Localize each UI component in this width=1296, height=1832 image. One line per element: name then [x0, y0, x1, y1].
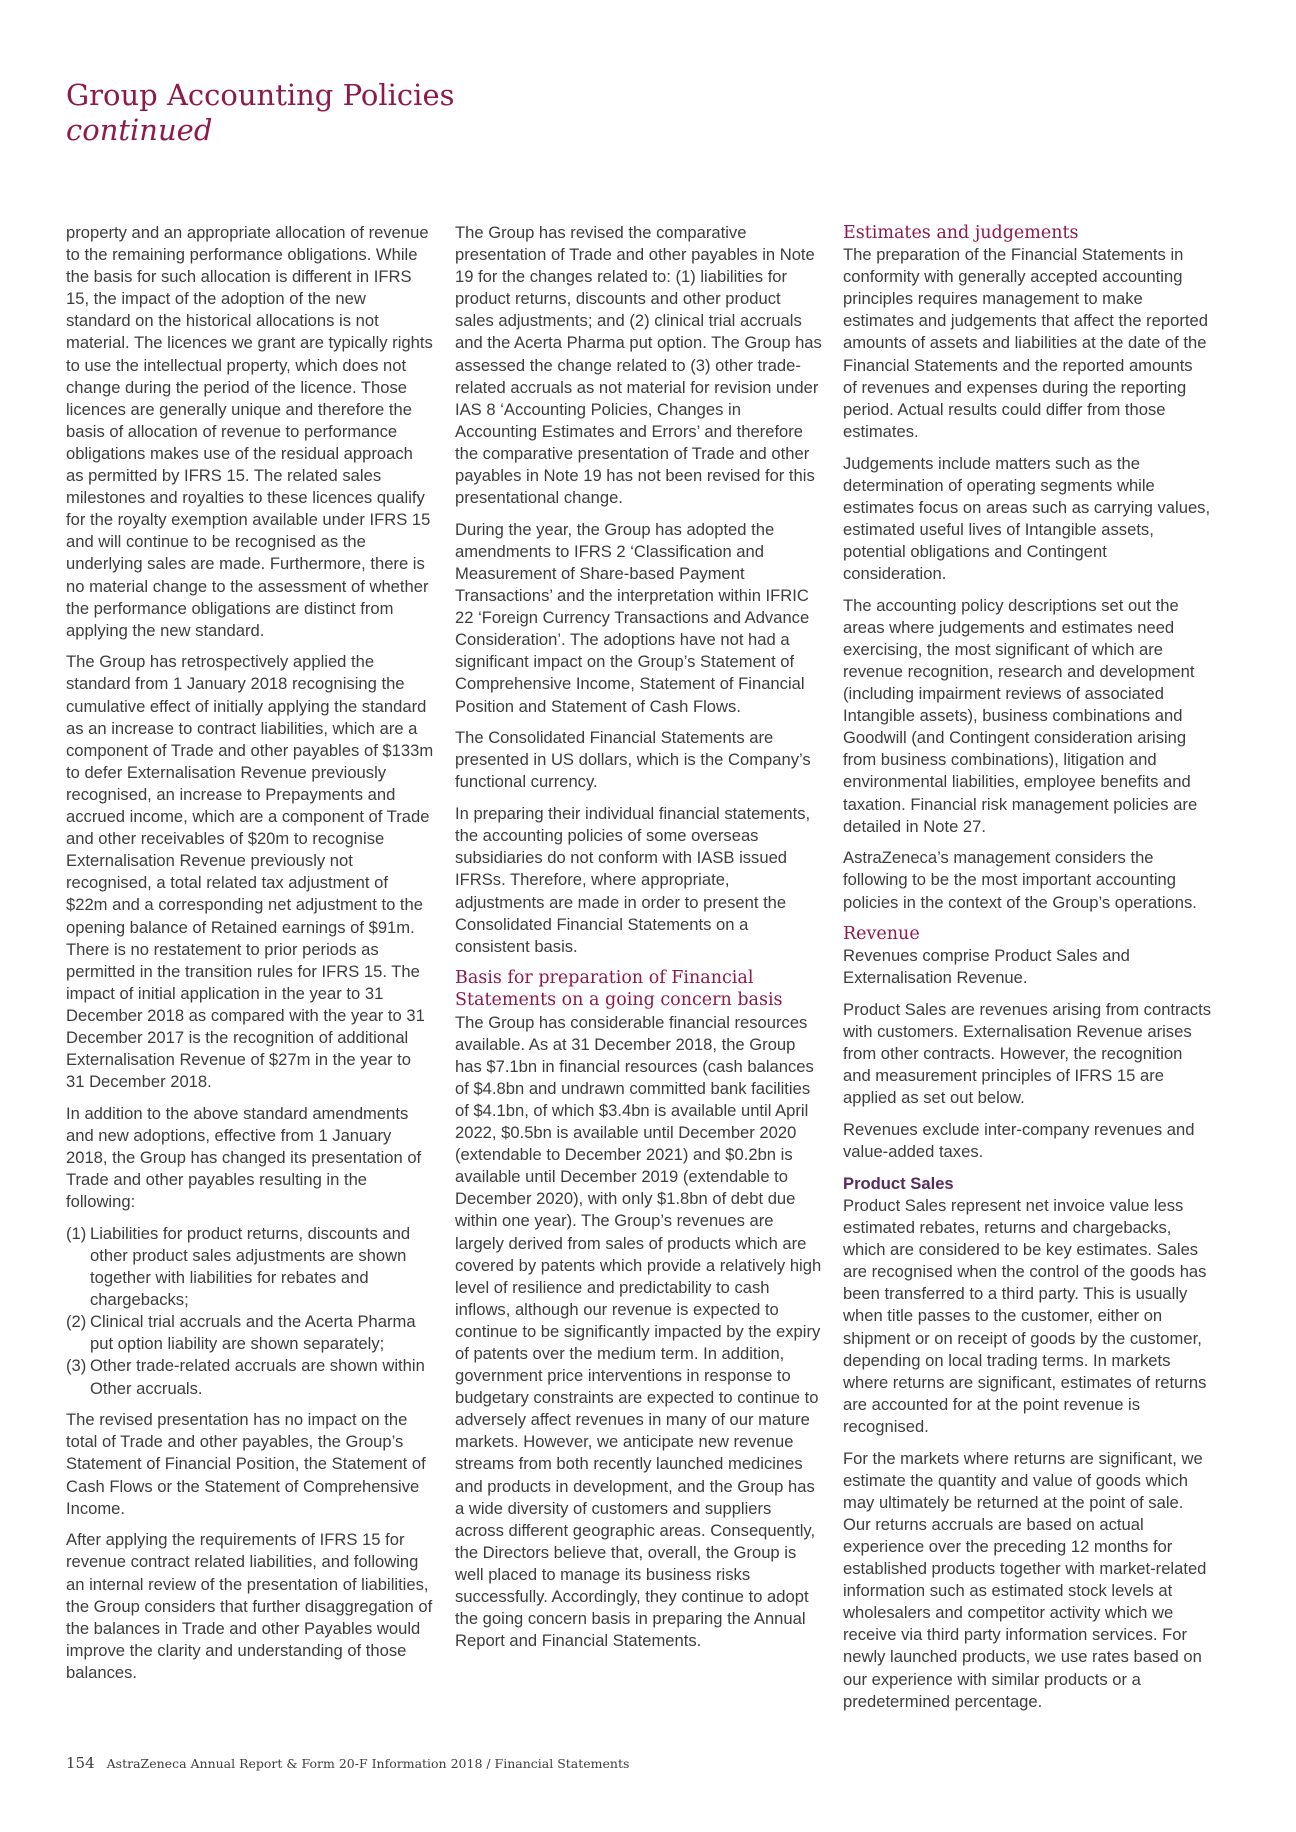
list-item-text: Clinical trial accruals and the Acerta Pharma put option liability are shown separately; [90, 1312, 416, 1354]
paragraph: The Consolidated Financial Statements are presented in US dollars, which is the Company’s functional currency. [455, 728, 811, 792]
paragraph: After applying the requirements of IFRS 15 for revenue contract related liabilities, and following an internal review of the presentation of liabilities, the Group considers that further disaggregation of the balances in Trade and other Payables would improve the clarity and understanding of those balances. [66, 1530, 433, 1682]
list-item-text: Other trade-related accruals are shown within Other accruals. [90, 1356, 425, 1398]
paragraph: Revenues comprise Product Sales and Externalisation Revenue. [843, 946, 1130, 988]
section-heading-estimates: Estimates and judgements [843, 223, 1079, 243]
footer-text: AstraZeneca Annual Report & Form 20-F Information 2018 / Financial Statements [106, 1756, 630, 1771]
paragraph: The revised presentation has no impact on the total of Trade and other payables, the Group’s Statement of Financial Position, the Statement of Cash Flows or the Statement of Comprehensive Income. [66, 1410, 426, 1518]
column-right [843, 222, 1211, 1722]
page-title: Group Accounting Policies [66, 78, 455, 112]
paragraph: For the markets where returns are significant, we estimate the quantity and value of goods which may ultimately be returned at the point of sale. Our returns accruals are based on actual experience over the preceding 12 months for established products together with market-related information such as estimated stock levels at wholesalers and competitor activity which we receive via third party information services. For newly launched products, we use rates based on our experience with similar products or a predetermined percentage. [843, 1448, 1207, 1711]
paragraph: During the year, the Group has adopted the amendments to IFRS 2 ‘Classification and Measurement of Share-based Payment Transactions’ and the interpretation within IFRIC 22 ‘Foreign Currency Transactions and Advance Consideration’. The adoptions have not had a significant impact on the Group’s Statement of Comprehensive Income, Statement of Financial Position and Statement of Cash Flows. [455, 519, 810, 716]
paragraph: The Group has considerable financial resources available. As at 31 December 2018, the Group has $7.1bn in financial resources (cash balances of $4.8bn and undrawn committed bank facilities of $4.1bn, of which $3.4bn is available until April 2022, $0.5bn is available until December 2020 (extendable to December 2021) and $0.2bn is available until December 2019 (extendable to December 2020), with only $1.8bn of debt due within one year). The Group’s revenues are largely derived from sales of products which are covered by patents which provide a relatively high level of resilience and predictability to cash inflows, although our revenue is expected to continue to be significantly impacted by the expiry of patents over the medium term. In addition, government price interventions in response to budgetary constraints are expected to continue to adversely affect revenues in many of our mature markets. However, we anticipate new revenue streams from both recently launched medicines and products in development, and the Group has a wide diversity of customers and suppliers across different geographic areas. Consequently, the Directors believe that, overall, the Group is well placed to manage its business risks successfully. Accordingly, they continue to adopt the going concern basis in preparing the Annual Report and Financial Statements. [455, 1012, 822, 1651]
paragraph: Revenues exclude inter-company revenues and value-added taxes. [843, 1120, 1195, 1162]
paragraph: Judgements include matters such as the determination of operating segments while estimates focus on areas such as carrying values, estimated useful lives of Intangible assets, potential obligations and Contingent consideration. [843, 453, 1211, 583]
numbered-list [66, 1223, 434, 1400]
list-marker: (2) [66, 1312, 87, 1332]
section-heading-going-concern: Basis for preparation of Financial Statements on a going concern basis [455, 968, 783, 1011]
paragraph: Product Sales represent net invoice value less estimated rebates, returns and chargebacks, which are considered to be key estimates. Sales are recognised when the control of the goods has been transferred to a third party. This is usually when title passes to the customer, either on shipment or on receipt of goods by the customer, depending on local trading terms. In markets where returns are significant, estimates of returns are accounted for at the point revenue is recognised. [843, 1196, 1207, 1436]
paragraph: property and an appropriate allocation of revenue to the remaining performance obligations. While the basis for such allocation is different in IFRS 15, the impact of the adoption of the new standard on the historical allocations is not material. The licences we grant are typically rights to use the intellectual property, which does not change during the period of the licence. Those licences are generally unique and therefore the basis of allocation of revenue to performance obligations makes use of the residual approach as permitted by IFRS 15. The related sales milestones and royalties to these licences qualify for the royalty exemption available under IFRS 15 and will continue to be recognised as the underlying sales are made. Furthermore, there is no material change to the assessment of whether the performance obligations are distinct from applying the new standard. [66, 223, 433, 640]
paragraph: Product Sales are revenues arising from contracts with customers. Externalisation Revenue arises from other contracts. However, the recognition and measurement principles of IFRS 15 are applied as set out below. [843, 1000, 1211, 1108]
paragraph: The Group has retrospectively applied the standard from 1 January 2018 recognising the cumulative effect of initially applying the standard as an increase to contract liabilities, which are a component of Trade and other payables of $133m to defer Externalisation Revenue previously recognised, an increase to Prepayments and accrued income, which are a component of Trade and other receivables of $20m to recognise Externalisation Revenue previously not recognised, a total related tax adjustment of $22m and a corresponding net adjustment to the opening balance of Retained earnings of $91m. There is no restatement to prior periods as permitted in the transition rules for IFRS 15. The impact of initial application in the year to 31 December 2018 as compared with the year to 31 December 2017 is the recognition of additional Externalisation Revenue of $27m in the year to 31 December 2018. [66, 652, 434, 1092]
paragraph: In preparing their individual financial statements, the accounting policies of some overseas subsidiaries do not conform with IASB issued IFRSs. Therefore, where appropriate, adjustments are made in order to present the Consolidated Financial Statements on a consistent basis. [455, 804, 811, 956]
paragraph: The Group has revised the comparative presentation of Trade and other payables in Note 19 for the changes related to: (1) liabilities for product returns, discounts and other product sales adjustments; and (2) clinical trial accruals and the Acerta Pharma put option. The Group has assessed the change related to (3) other trade-related accruals as not material for revision under IAS 8 ‘Accounting Policies, Changes in Accounting Estimates and Errors’ and therefore the comparative presentation of Trade and other payables in Note 19 has not been revised for this presentational change. [455, 223, 822, 508]
list-item [66, 1311, 434, 1355]
paragraph: AstraZeneca’s management considers the following to be the most important accounting policies in the context of the Group’s operations. [843, 848, 1197, 912]
page-header [66, 78, 454, 148]
column-middle [455, 222, 823, 1662]
list-item-text: Liabilities for product returns, discounts and other product sales adjustments are shown together with liabilities for rebates and chargebacks; [90, 1223, 411, 1310]
page-footer [66, 1754, 629, 1772]
list-marker: (3) [66, 1356, 87, 1376]
page-subtitle: continued [66, 113, 213, 147]
section-heading-revenue: Revenue [843, 924, 920, 945]
list-marker: (1) [66, 1223, 87, 1243]
paragraph: The preparation of the Financial Statements in conformity with generally accepted accounting principles requires management to make estimates and judgements that affect the reported amounts of assets and liabilities at the date of the Financial Statements and the reported amounts of revenues and expenses during the reporting period. Actual results could differ from those estimates. [843, 245, 1208, 441]
paragraph: In addition to the above standard amendments and new adoptions, effective from 1 January 2018, the Group has changed its presentation of Trade and other payables resulting in the following: [66, 1103, 422, 1212]
paragraph: The accounting policy descriptions set out the areas where judgements and estimates need exercising, the most significant of which are revenue recognition, research and development (including impairment reviews of associated Intangible assets), business combinations and Goodwill (and Contingent consideration arising from business combinations), litigation and environmental liabilities, employee benefits and taxation. Financial risk management policies are detailed in Note 27. [843, 595, 1198, 836]
page-number: 154 [66, 1754, 95, 1772]
list-item [66, 1355, 434, 1399]
list-item [66, 1223, 434, 1311]
subsection-heading-product-sales: Product Sales [843, 1173, 954, 1193]
column-left [66, 222, 434, 1694]
